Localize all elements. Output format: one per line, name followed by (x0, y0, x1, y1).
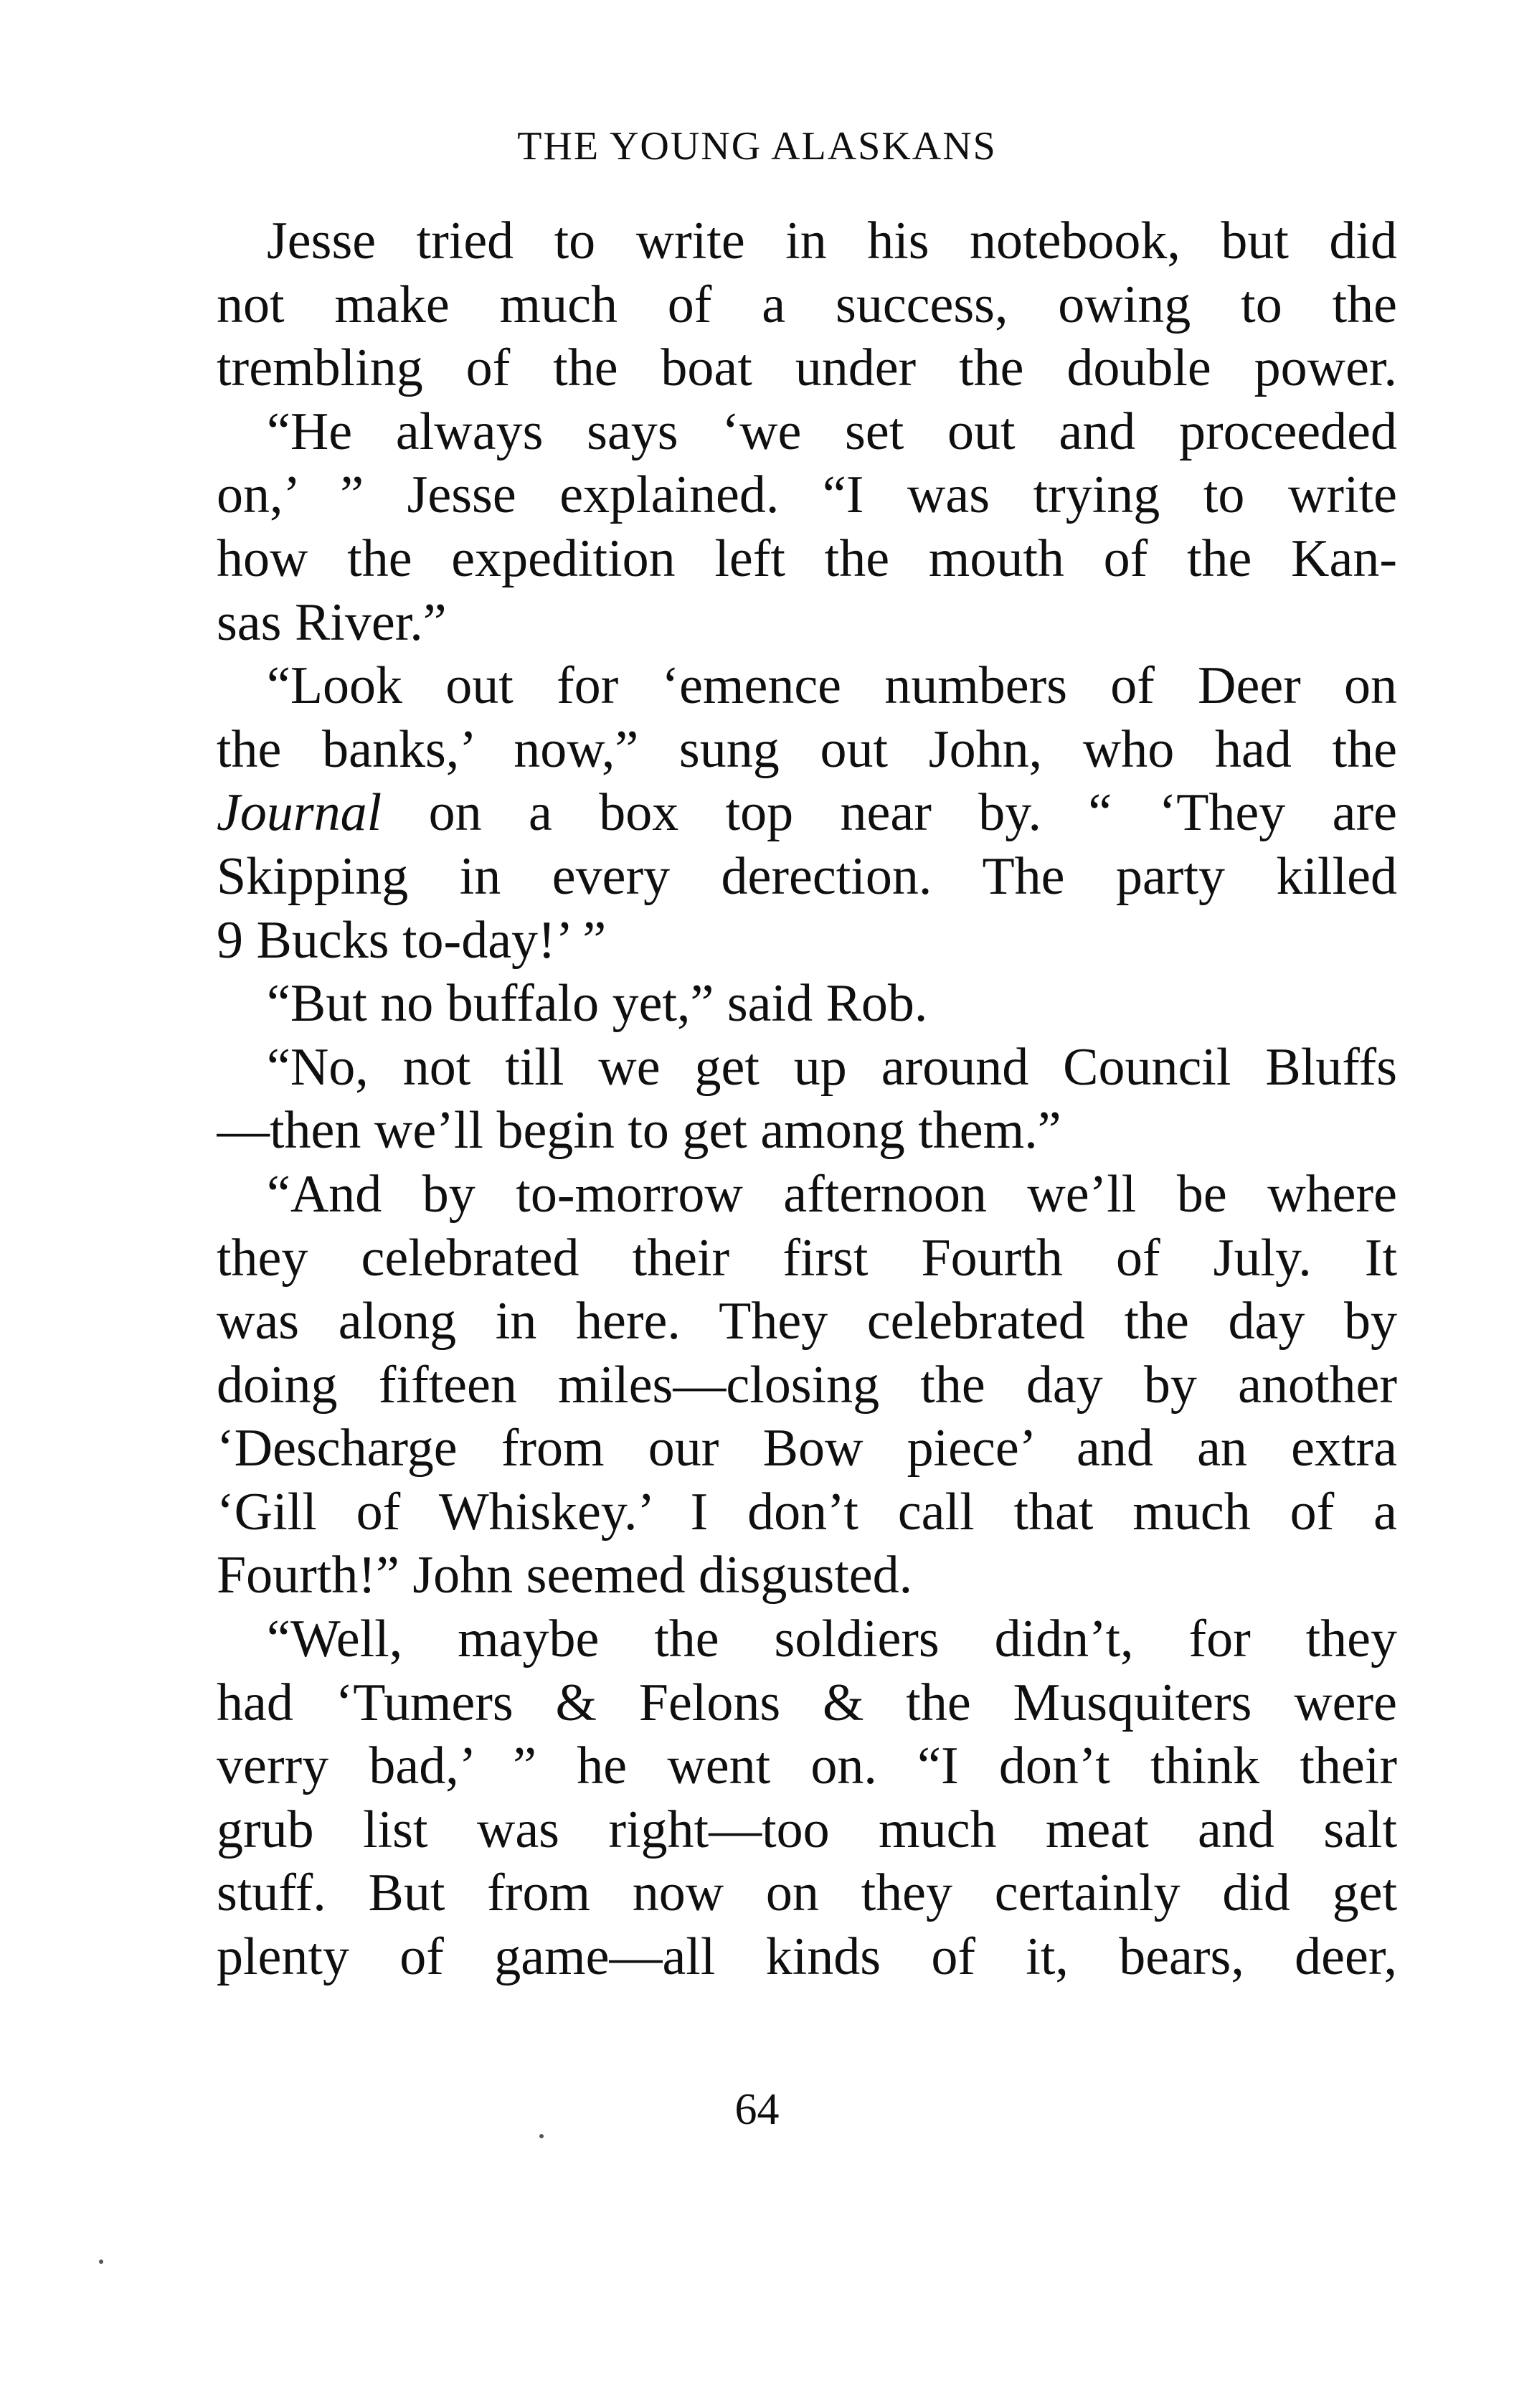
text-line: the banks,’ now,” sung out John, who had the (217, 719, 1397, 779)
text-line: “Well, maybe the soldiers didn’t, for they (267, 1610, 1397, 1669)
text-line: on,’ ” Jesse explained. “I was trying to write (217, 466, 1397, 525)
text-line: ‘Descharge from our Bow piece’ and an extra (217, 1419, 1397, 1478)
text-line: how the expedition left the mouth of the Kan- (217, 529, 1397, 588)
text-line: sas River.” (217, 592, 447, 652)
text-line: “Look out for ‘emence numbers of Deer on (267, 656, 1397, 716)
italic-title: Journal (217, 783, 382, 843)
text-line: not make much of a success, owing to the (217, 275, 1397, 334)
text-line: “He always says ‘we set out and proceeded (267, 402, 1397, 461)
text-line: stuff. But from now on they certainly did get (217, 1864, 1397, 1923)
text-line: plenty of game—all kinds of it, bears, deer, (217, 1927, 1397, 1987)
text-line: “And by to-morrow afternoon we’ll be where (267, 1164, 1397, 1224)
text-line: was along in here. They celebrated the day by (217, 1292, 1397, 1351)
text-line: verry bad,’ ” he went on. “I don’t think their (217, 1737, 1397, 1796)
text-line: had ‘Tumers & Felons & the Musquiters were (217, 1673, 1397, 1732)
text-line: “But no buffalo yet,” said Rob. (267, 974, 928, 1034)
text-line: ‘Gill of Whiskey.’ I don’t call that much of a (217, 1482, 1397, 1541)
text-line: they celebrated their first Fourth of July. It (217, 1228, 1397, 1288)
text-line: trembling of the boat under the double power. (217, 339, 1397, 398)
text-line: Fourth!” John seemed disgusted. (217, 1546, 913, 1605)
running-head: THE YOUNG ALASKANS (517, 124, 997, 169)
text-line: grub list was right—too much meat and salt (217, 1800, 1397, 1859)
text-line: Journal on a box top near by. “ ‘They are (217, 783, 1397, 843)
text-line: —then we’ll begin to get among them.” (217, 1101, 1061, 1161)
print-speck (539, 2134, 544, 2138)
text-line: Skipping in every derection. The party killed (217, 846, 1397, 906)
text-line: 9 Bucks to-day!’ ” (217, 910, 607, 970)
text-line: “No, not till we get up around Council Bluffs (267, 1037, 1397, 1097)
print-speck (99, 2260, 103, 2264)
body-text (217, 209, 1397, 1989)
text-line: doing fifteen miles—closing the day by another (217, 1355, 1397, 1415)
text-line: Jesse tried to write in his notebook, but did (267, 212, 1397, 270)
page-number: 64 (734, 2085, 780, 2134)
